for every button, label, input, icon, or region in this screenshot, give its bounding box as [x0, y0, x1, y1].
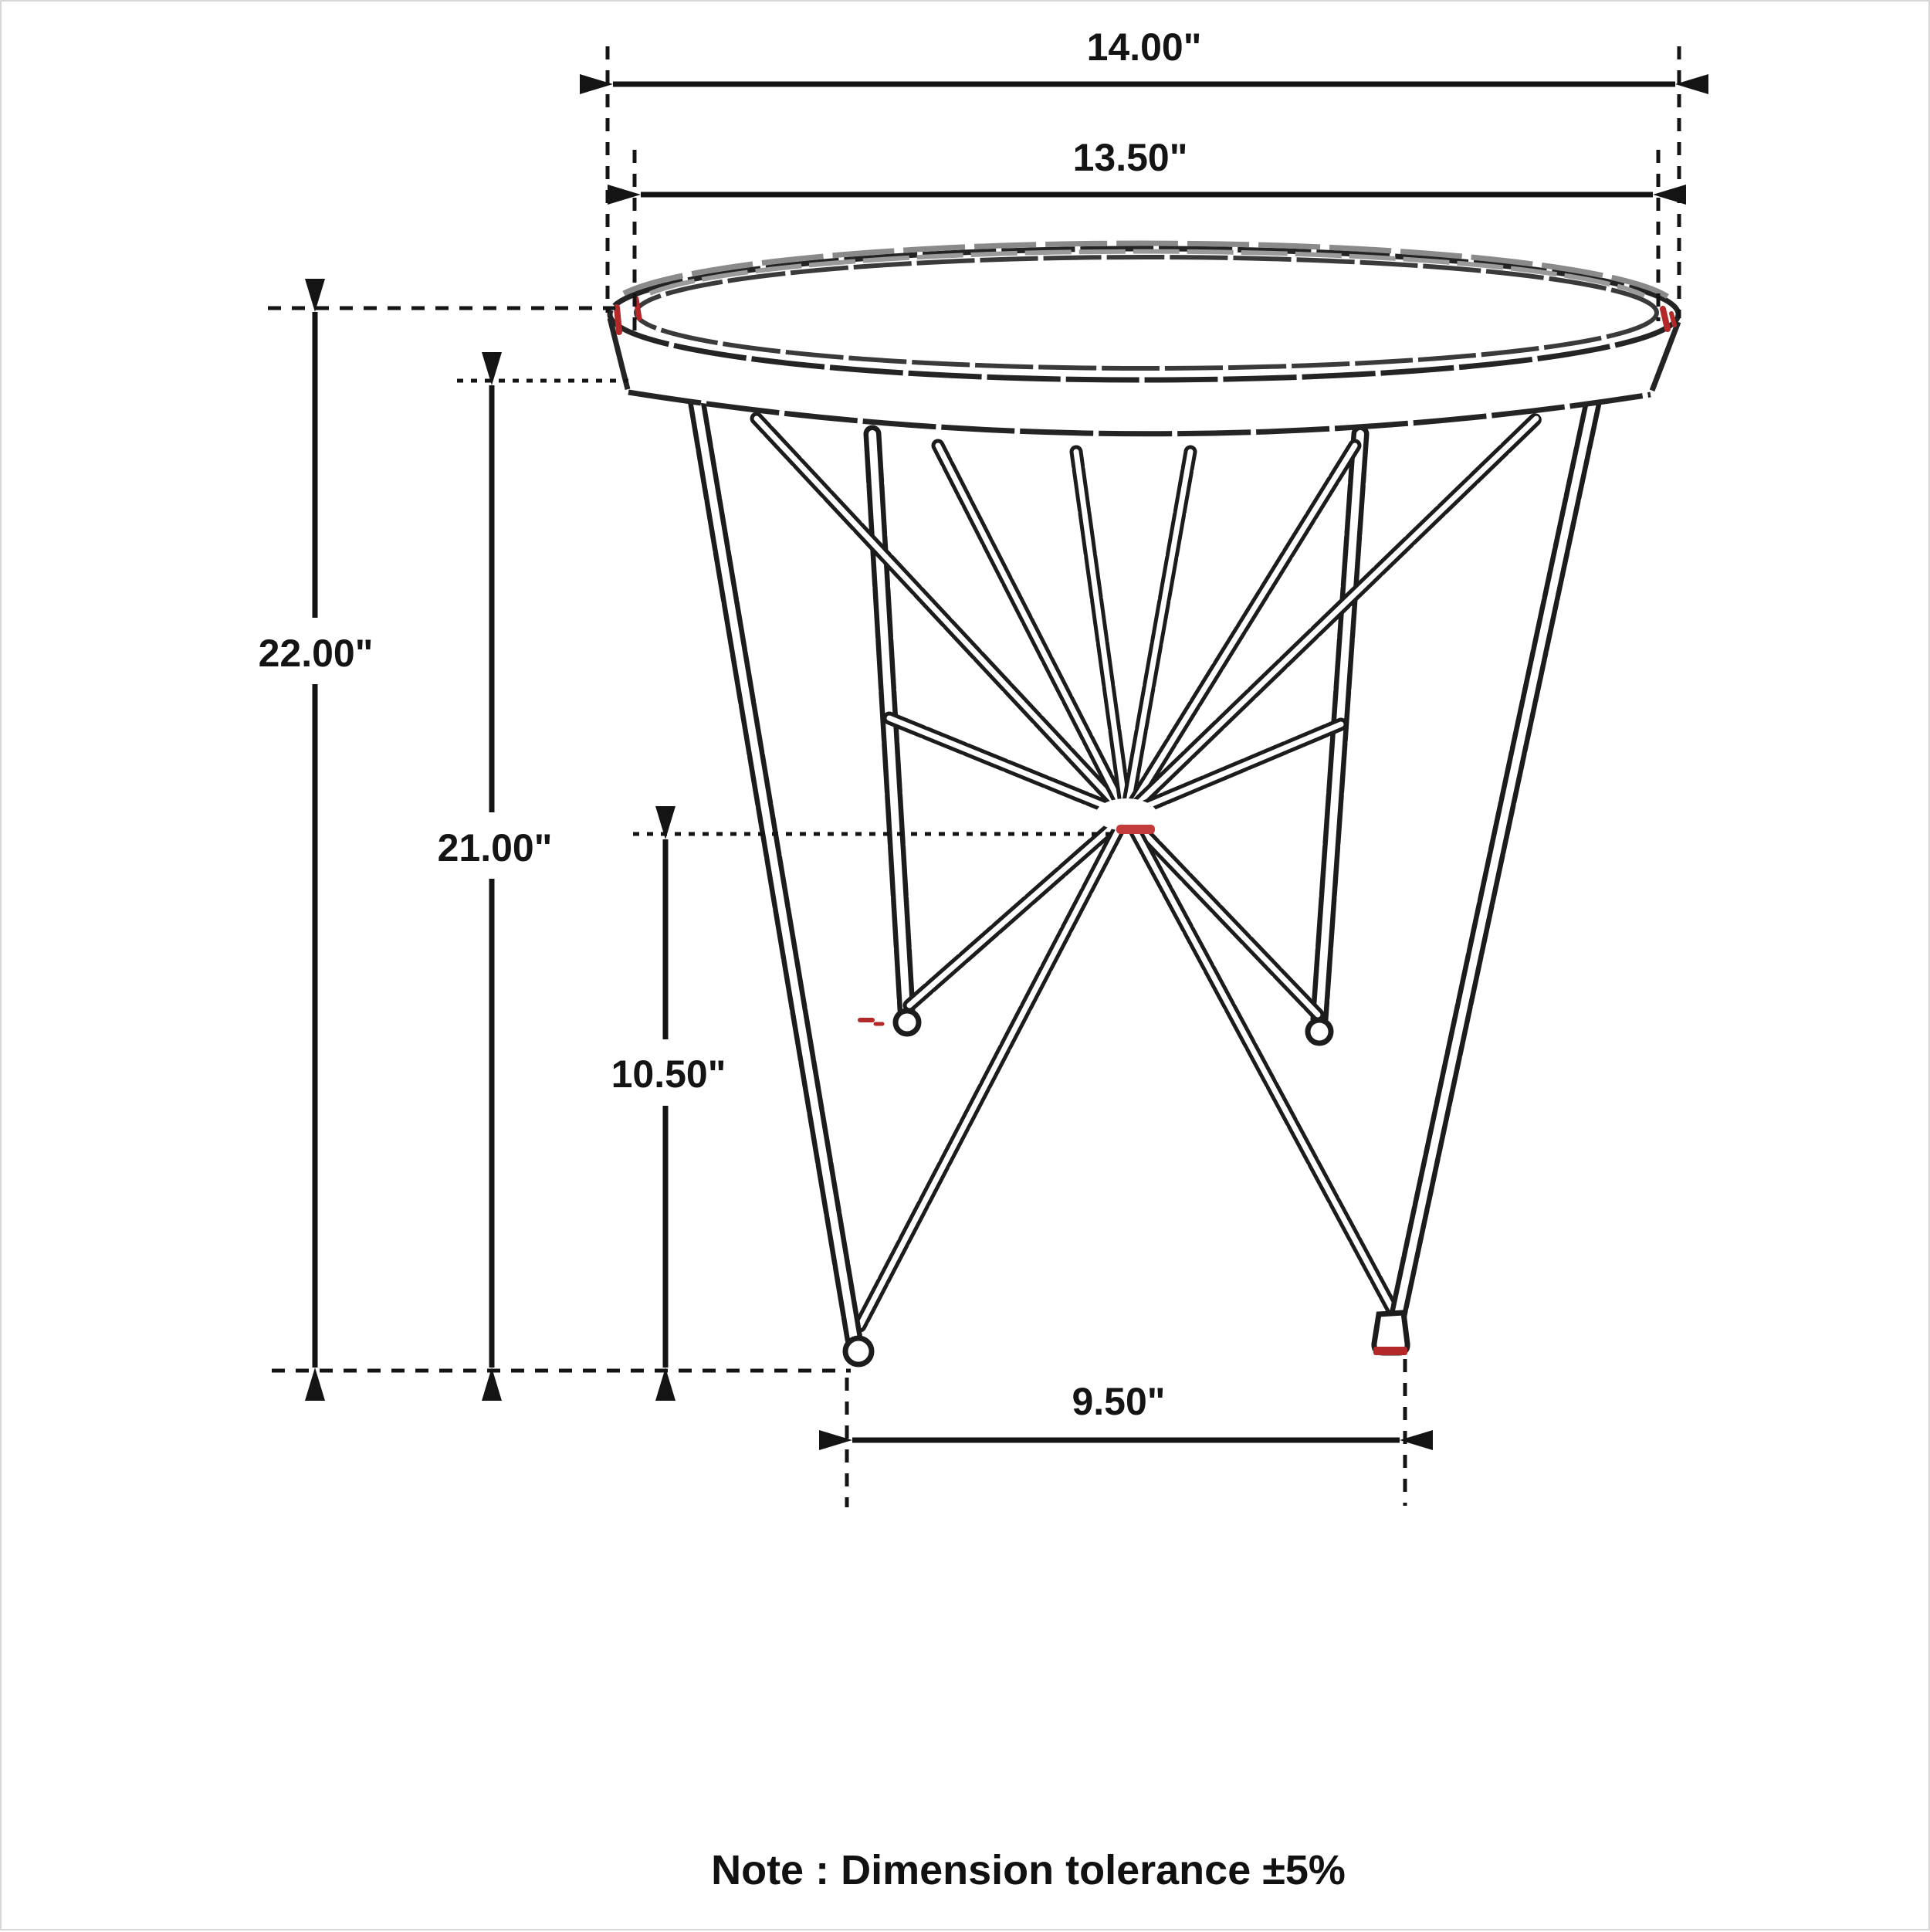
- front-right-leg: [1397, 399, 1593, 1322]
- dim-feet-spacing: [847, 1359, 1405, 1507]
- spoke-lower-left-to-back-foot: [909, 815, 1126, 1005]
- dim-top-surface-height: [423, 381, 628, 1368]
- back-left-foot: [896, 1011, 919, 1034]
- table-top-inner-rim: [636, 257, 1657, 368]
- dim-label-feet-spacing: 9.50": [1072, 1380, 1166, 1423]
- table-top-mask: [610, 317, 1678, 434]
- red-accent-hub: [1116, 825, 1155, 834]
- front-left-leg: [696, 399, 854, 1339]
- dim-label-top-surface-height: 21.00": [437, 826, 553, 869]
- tolerance-note: Note : Dimension tolerance ±5%: [711, 1847, 1346, 1893]
- dimension-diagram: [2, 2, 1930, 1932]
- dim-top-inner-width: [635, 136, 1658, 332]
- spoke-lower-right-to-front-foot: [1126, 815, 1395, 1314]
- table-top: [610, 243, 1678, 434]
- dim-label-overall-height: 22.00": [258, 632, 374, 675]
- back-right-foot: [1308, 1020, 1331, 1043]
- red-accent-front-right-foot: [1373, 1347, 1407, 1355]
- dim-label-hub-height: 10.50": [611, 1052, 726, 1096]
- red-accent-right-rim-tip: [1663, 309, 1674, 329]
- red-accent-back-left-foot: [860, 1020, 882, 1024]
- dim-hub-height: [594, 834, 1116, 1368]
- table-base: [696, 399, 1593, 1364]
- front-left-foot: [845, 1338, 872, 1364]
- dim-label-top-outer-width: 14.00": [1086, 25, 1202, 69]
- dim-label-top-inner-width: 13.50": [1072, 136, 1188, 179]
- spoke-upper-left-1: [757, 419, 1126, 815]
